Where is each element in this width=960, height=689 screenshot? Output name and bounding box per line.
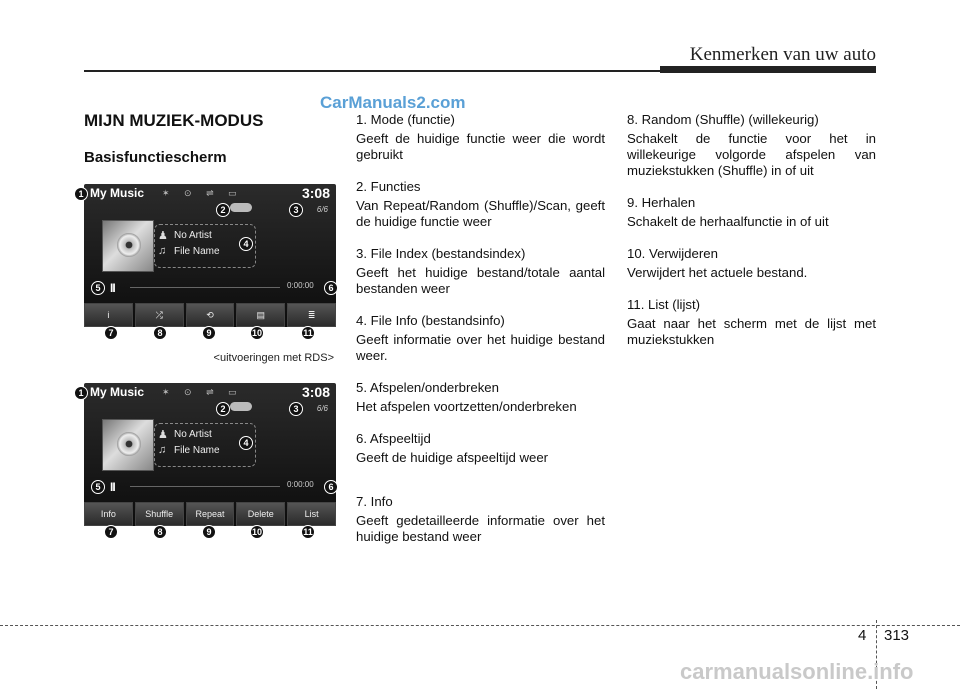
chapter-number: 4 <box>858 627 867 644</box>
callout-9: 9 <box>202 326 216 340</box>
header-rule-accent <box>660 66 876 73</box>
shuffle-button[interactable]: Shuffle <box>135 502 184 526</box>
footer-rule <box>0 625 960 626</box>
watermark: CarManuals2.com <box>320 93 466 112</box>
callout-4: 4 <box>239 436 253 450</box>
callout-6: 6 <box>324 281 338 295</box>
artist-label: No Artist <box>174 429 212 440</box>
album-art <box>102 419 154 471</box>
artist-icon: ♟ <box>158 230 168 242</box>
item-title: 10. Verwijderen <box>627 246 718 261</box>
callout-5: 5 <box>91 480 105 494</box>
item-title: 5. Afspelen/onderbreken <box>356 380 499 395</box>
item-text: Geeft het huidige bestand/totale aantal bestanden weer <box>356 265 605 296</box>
callout-5: 5 <box>91 281 105 295</box>
description-item <box>356 112 605 163</box>
function-indicator <box>230 402 252 411</box>
item-text: Gaat naar het scherm met de lijst met muziekstukken <box>627 316 876 347</box>
callout-3: 3 <box>289 402 303 416</box>
callout-4: 4 <box>239 237 253 251</box>
screen-mode-title: My Music <box>90 186 145 200</box>
screen-mode-title: My Music <box>90 385 145 399</box>
description-item <box>356 380 605 415</box>
list-button[interactable]: List <box>287 502 336 526</box>
pause-icon[interactable]: II <box>110 281 115 295</box>
section-title: MIJN MUZIEK-MODUS <box>84 111 264 130</box>
description-item <box>627 297 876 348</box>
artist-label: No Artist <box>174 230 212 241</box>
progress-bar <box>130 287 280 288</box>
repeat-button[interactable]: Repeat <box>186 502 235 526</box>
clock: 3:08 <box>301 384 330 400</box>
status-icons: ✶ ⊙ ⇌ ▭ <box>162 188 243 198</box>
album-art <box>102 220 154 272</box>
repeat-icon[interactable]: ⟲ <box>186 303 235 327</box>
music-note-icon: ♫ <box>158 245 167 257</box>
item-title: 3. File Index (bestandsindex) <box>356 246 526 261</box>
text-button-bar <box>84 502 336 524</box>
file-index: 6/6 <box>316 205 328 214</box>
item-title: 4. File Info (bestandsinfo) <box>356 313 505 328</box>
callout-11: 11 <box>301 326 315 340</box>
item-title: 7. Info <box>356 494 393 509</box>
callout-6: 6 <box>324 480 338 494</box>
clock: 3:08 <box>301 185 330 201</box>
item-title: 8. Random (Shuffle) (willekeurig) <box>627 112 819 127</box>
artist-icon: ♟ <box>158 429 168 441</box>
file-name-label: File Name <box>174 246 220 257</box>
file-index: 6/6 <box>316 404 328 413</box>
description-item <box>356 179 605 230</box>
list-icon[interactable]: ≣ <box>287 303 336 327</box>
callout-2: 2 <box>216 402 230 416</box>
icon-button-bar <box>84 303 336 325</box>
image-caption: <uitvoeringen met RDS> <box>213 352 334 364</box>
info-button[interactable]: Info <box>84 502 133 526</box>
item-text: Van Repeat/Random (Shuffle)/Scan, geeft de huidige functie weer <box>356 198 605 229</box>
item-title: 1. Mode (functie) <box>356 112 455 127</box>
item-title: 9. Herhalen <box>627 195 696 210</box>
callout-11: 11 <box>301 525 315 539</box>
description-column-2 <box>627 112 876 364</box>
callout-7: 7 <box>104 525 118 539</box>
callout-10: 10 <box>251 328 262 338</box>
info-icon[interactable]: i <box>84 303 133 327</box>
description-item <box>356 313 605 364</box>
callout-9: 9 <box>202 525 216 539</box>
callout-10: 10 <box>251 527 262 537</box>
sub-title: Basisfunctiescherm <box>84 149 227 166</box>
description-item <box>627 195 876 230</box>
item-title: 2. Functies <box>356 179 421 194</box>
item-text: Geeft informatie over het huidige bestand weer. <box>356 332 605 363</box>
callout-1: 1 <box>74 386 88 400</box>
item-text: Schakelt de functie voor het in willekeurige volgorde afspelen van muziekstukken (Shuffle) in of uit <box>627 131 876 178</box>
item-text: Geeft de huidige functie weer die wordt gebruikt <box>356 131 605 162</box>
description-item <box>356 494 605 545</box>
callout-8: 8 <box>153 525 167 539</box>
callout-1: 1 <box>74 187 88 201</box>
item-text: Geeft de huidige afspeeltijd weer <box>356 450 549 465</box>
footer-watermark: carmanualsonline.info <box>680 659 914 684</box>
description-item <box>356 246 605 297</box>
description-item <box>356 431 605 466</box>
item-text: Schakelt de herhaalfunctie in of uit <box>627 214 829 229</box>
description-item <box>627 246 876 281</box>
delete-button[interactable]: Delete <box>236 502 285 526</box>
shuffle-icon[interactable]: ⤮ <box>135 303 184 327</box>
pause-icon[interactable]: II <box>110 480 115 494</box>
progress-bar <box>130 486 280 487</box>
status-icons: ✶ ⊙ ⇌ ▭ <box>162 387 243 397</box>
callout-7: 7 <box>104 326 118 340</box>
function-indicator <box>230 203 252 212</box>
description-item <box>627 112 876 179</box>
item-text: Het afspelen voortzetten/onderbreken <box>356 399 577 414</box>
play-time: 0:00:00 <box>287 480 314 489</box>
item-text: Geeft gedetailleerde informatie over het huidige bestand weer <box>356 513 605 544</box>
callout-8: 8 <box>153 326 167 340</box>
item-text: Verwijdert het actuele bestand. <box>627 265 808 280</box>
item-title: 11. List (lijst) <box>627 297 701 312</box>
trash-icon[interactable]: ▤ <box>236 303 285 327</box>
file-name-label: File Name <box>174 445 220 456</box>
music-note-icon: ♫ <box>158 444 167 456</box>
description-column-1 <box>356 112 605 561</box>
item-title: 6. Afspeeltijd <box>356 431 431 446</box>
callout-2: 2 <box>216 203 230 217</box>
chapter-header: Kenmerken van uw auto <box>689 44 876 65</box>
play-time: 0:00:00 <box>287 281 314 290</box>
page-number: 313 <box>884 627 910 644</box>
callout-3: 3 <box>289 203 303 217</box>
